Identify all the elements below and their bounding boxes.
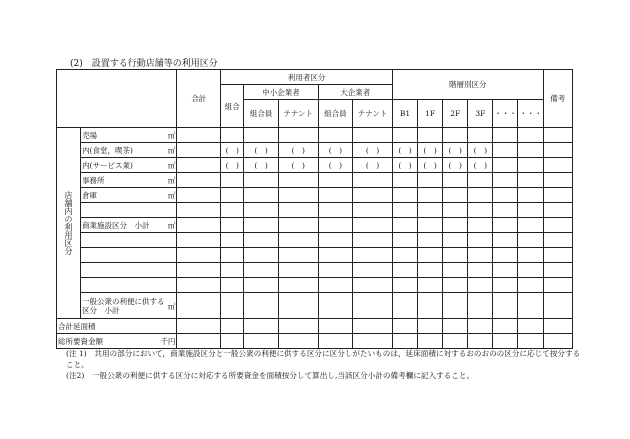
table-cell[interactable] xyxy=(493,188,518,203)
header-total: 合計 xyxy=(177,70,221,128)
table-cell[interactable] xyxy=(468,188,493,203)
table-cell[interactable] xyxy=(278,334,318,349)
table-cell[interactable] xyxy=(81,233,177,248)
table-cell[interactable] xyxy=(318,218,353,233)
table-cell[interactable] xyxy=(418,173,443,188)
table-cell[interactable] xyxy=(177,293,221,319)
table-cell[interactable] xyxy=(221,293,244,319)
table-cell[interactable] xyxy=(543,128,572,143)
table-cell[interactable] xyxy=(244,263,279,278)
table-cell[interactable] xyxy=(392,233,417,248)
table-cell[interactable]: ( ) xyxy=(221,143,244,158)
table-cell[interactable] xyxy=(518,278,543,293)
table-cell[interactable] xyxy=(221,319,244,334)
table-cell[interactable]: ( ) xyxy=(418,143,443,158)
table-cell[interactable] xyxy=(468,173,493,188)
table-cell[interactable] xyxy=(392,128,417,143)
row-label-office: 事務所 ㎡ xyxy=(81,173,177,188)
table-cell[interactable] xyxy=(543,158,572,173)
table-cell[interactable]: ( ) xyxy=(353,158,393,173)
table-cell[interactable] xyxy=(244,233,279,248)
table-cell[interactable] xyxy=(518,334,543,349)
table-cell[interactable] xyxy=(543,319,572,334)
table-cell[interactable] xyxy=(518,233,543,248)
input-cell[interactable] xyxy=(177,143,221,158)
table-cell[interactable] xyxy=(221,203,244,218)
table-cell[interactable] xyxy=(443,293,468,319)
table-cell[interactable] xyxy=(353,173,393,188)
table-cell[interactable] xyxy=(81,263,177,278)
table-cell[interactable] xyxy=(318,203,353,218)
floor-b1: B1 xyxy=(392,100,417,128)
table-cell[interactable] xyxy=(443,334,468,349)
notes xyxy=(66,348,586,381)
table-cell[interactable] xyxy=(244,334,279,349)
table-cell[interactable] xyxy=(493,319,518,334)
table-cell[interactable] xyxy=(418,203,443,218)
row-label-sales: 売場 ㎡ xyxy=(81,128,177,143)
table-cell[interactable] xyxy=(392,173,417,188)
table-cell[interactable] xyxy=(392,293,417,319)
table-cell[interactable] xyxy=(493,293,518,319)
table-cell[interactable] xyxy=(353,334,393,349)
row-label-total-funds: 総所要資金額 千円 xyxy=(57,334,177,349)
table-cell[interactable]: ( ) xyxy=(278,143,318,158)
table-cell[interactable] xyxy=(392,248,417,263)
table-cell[interactable] xyxy=(543,263,572,278)
table-cell[interactable] xyxy=(318,319,353,334)
table-cell[interactable] xyxy=(443,263,468,278)
floor-more-1: ・・・ xyxy=(493,100,518,128)
table-cell[interactable] xyxy=(443,203,468,218)
table-cell[interactable] xyxy=(468,263,493,278)
header-sme-member: 組合員 xyxy=(244,100,279,128)
table-cell[interactable] xyxy=(221,263,244,278)
table-cell[interactable] xyxy=(244,319,279,334)
table-cell[interactable] xyxy=(418,248,443,263)
table-cell[interactable] xyxy=(278,233,318,248)
table-cell[interactable] xyxy=(493,278,518,293)
table-cell[interactable] xyxy=(177,334,221,349)
table-cell[interactable] xyxy=(318,278,353,293)
table-cell[interactable] xyxy=(468,278,493,293)
table-cell[interactable] xyxy=(418,233,443,248)
table-cell[interactable] xyxy=(418,334,443,349)
table-cell[interactable] xyxy=(278,203,318,218)
table-cell[interactable] xyxy=(518,293,543,319)
table-cell[interactable] xyxy=(468,319,493,334)
table-cell[interactable] xyxy=(177,278,221,293)
table-cell[interactable] xyxy=(392,188,417,203)
table-cell[interactable] xyxy=(468,233,493,248)
table-cell[interactable] xyxy=(353,233,393,248)
row-label-blank xyxy=(81,203,177,218)
table-cell[interactable] xyxy=(278,188,318,203)
table-cell[interactable] xyxy=(443,173,468,188)
table-cell[interactable] xyxy=(418,263,443,278)
row-label-commercial-subtotal: 商業施設区分 小計 ㎡ xyxy=(81,218,177,233)
table-cell[interactable] xyxy=(443,233,468,248)
header-sme: 中小企業者 xyxy=(244,85,318,100)
header-remarks: 備考 xyxy=(543,70,572,128)
table-cell[interactable] xyxy=(221,248,244,263)
table-cell[interactable]: ( ) xyxy=(244,143,279,158)
table-cell[interactable] xyxy=(392,278,417,293)
row-label-total-floor-area: 合計延面積 xyxy=(57,319,177,334)
table-cell[interactable] xyxy=(177,248,221,263)
table-cell[interactable] xyxy=(418,128,443,143)
table-cell[interactable] xyxy=(318,173,353,188)
header-floor-category: 階層別区分 xyxy=(392,70,543,100)
floor-2f: 2F xyxy=(443,100,468,128)
table-cell[interactable] xyxy=(353,293,393,319)
table-cell[interactable] xyxy=(543,278,572,293)
header-sme-tenant: テナント xyxy=(278,100,318,128)
table-cell[interactable]: ( ) xyxy=(278,158,318,173)
row-label-public-subtotal: ㎡ 一般公衆の利便に供する区分 小計 xyxy=(81,293,177,319)
table-cell[interactable] xyxy=(468,248,493,263)
table-cell[interactable] xyxy=(221,278,244,293)
table-cell[interactable] xyxy=(543,233,572,248)
table-cell[interactable] xyxy=(278,173,318,188)
table-cell[interactable] xyxy=(443,278,468,293)
table-cell[interactable] xyxy=(244,188,279,203)
floor-3f: 3F xyxy=(468,100,493,128)
table-cell[interactable] xyxy=(221,188,244,203)
row-label-warehouse: 倉庫 ㎡ xyxy=(81,188,177,203)
table-cell[interactable] xyxy=(468,293,493,319)
note-2: (注2) 一般公衆の利便に供する区分に対応する所要資金を面積按分して算出し,当該区分小計の備考欄に記入すること。 xyxy=(66,371,475,380)
side-label: 店舗内の利用区分 xyxy=(57,128,81,319)
table-cell[interactable] xyxy=(518,188,543,203)
table-cell[interactable] xyxy=(244,173,279,188)
table-cell[interactable] xyxy=(177,319,221,334)
table-cell[interactable] xyxy=(518,173,543,188)
table-cell[interactable]: ( ) xyxy=(468,143,493,158)
table-cell[interactable] xyxy=(443,319,468,334)
table-cell[interactable] xyxy=(278,128,318,143)
table-cell[interactable] xyxy=(392,319,417,334)
table-cell[interactable] xyxy=(353,218,393,233)
table-cell[interactable] xyxy=(221,128,244,143)
table-cell[interactable] xyxy=(543,203,572,218)
table-cell[interactable] xyxy=(493,233,518,248)
table-cell[interactable] xyxy=(353,248,393,263)
table-cell[interactable] xyxy=(418,218,443,233)
table-cell[interactable] xyxy=(244,218,279,233)
table-cell[interactable] xyxy=(244,128,279,143)
table-cell[interactable] xyxy=(278,218,318,233)
table-cell[interactable] xyxy=(518,263,543,278)
table-cell[interactable] xyxy=(221,218,244,233)
table-cell[interactable]: ( ) xyxy=(244,158,279,173)
table-cell[interactable]: ( ) xyxy=(221,158,244,173)
floor-1f: 1F xyxy=(418,100,443,128)
table-cell[interactable]: ( ) xyxy=(392,158,417,173)
table-cell[interactable] xyxy=(543,143,572,158)
input-cell[interactable] xyxy=(177,158,221,173)
table-cell[interactable] xyxy=(278,278,318,293)
table-cell[interactable] xyxy=(353,188,393,203)
table-cell[interactable] xyxy=(443,248,468,263)
table-cell[interactable] xyxy=(353,278,393,293)
header-user-category: 利用者区分 xyxy=(221,70,393,85)
table-cell[interactable] xyxy=(468,334,493,349)
table-cell[interactable] xyxy=(493,263,518,278)
table-cell[interactable] xyxy=(221,173,244,188)
table-cell[interactable]: ( ) xyxy=(443,143,468,158)
table-cell[interactable] xyxy=(493,334,518,349)
table-cell[interactable] xyxy=(244,293,279,319)
table-cell[interactable]: ( ) xyxy=(318,143,353,158)
table-cell[interactable] xyxy=(493,173,518,188)
corner-cell xyxy=(57,70,177,128)
table-cell[interactable] xyxy=(221,233,244,248)
table-cell[interactable] xyxy=(318,293,353,319)
table-cell[interactable] xyxy=(543,188,572,203)
table-cell[interactable] xyxy=(443,218,468,233)
table-cell[interactable] xyxy=(318,263,353,278)
row-label-service: 内(サービス業) ㎡ xyxy=(81,158,177,173)
table-cell[interactable] xyxy=(81,248,177,263)
table-cell[interactable] xyxy=(318,248,353,263)
table-cell[interactable] xyxy=(244,278,279,293)
table-cell[interactable] xyxy=(353,203,393,218)
table-cell[interactable] xyxy=(493,128,518,143)
table-cell[interactable] xyxy=(278,293,318,319)
table-cell[interactable] xyxy=(518,248,543,263)
table-cell[interactable] xyxy=(518,218,543,233)
table-cell[interactable] xyxy=(318,334,353,349)
table-cell[interactable] xyxy=(418,188,443,203)
table-cell[interactable]: ( ) xyxy=(418,158,443,173)
table-cell[interactable] xyxy=(177,218,221,233)
table-cell[interactable] xyxy=(392,263,417,278)
table-cell[interactable] xyxy=(518,128,543,143)
table-cell[interactable] xyxy=(493,248,518,263)
header-large-member: 組合員 xyxy=(318,100,353,128)
table-cell[interactable] xyxy=(318,128,353,143)
table-cell[interactable] xyxy=(518,158,543,173)
section-heading: (2) 設置する行動店舗等の利用区分 xyxy=(70,59,218,69)
table-cell[interactable] xyxy=(353,263,393,278)
table-cell[interactable] xyxy=(392,218,417,233)
table-cell[interactable] xyxy=(468,128,493,143)
table-cell[interactable] xyxy=(318,188,353,203)
table-cell[interactable] xyxy=(177,233,221,248)
table-cell[interactable]: ( ) xyxy=(443,158,468,173)
table-cell[interactable] xyxy=(244,248,279,263)
table-cell[interactable] xyxy=(418,319,443,334)
table-cell[interactable] xyxy=(493,143,518,158)
table-cell[interactable] xyxy=(543,173,572,188)
note-1: (注 1) 共用の部分において，商業施設区分と一般公衆の利便に供する区分に区分しがたいものは，延床面積に対するおのおのの区分に応じて按分すること。 xyxy=(66,349,581,369)
header-large-tenant: テナント xyxy=(353,100,393,128)
table-cell[interactable] xyxy=(318,233,353,248)
table-cell[interactable] xyxy=(543,248,572,263)
table-cell[interactable] xyxy=(81,278,177,293)
table-cell[interactable]: ( ) xyxy=(392,143,417,158)
table-cell[interactable] xyxy=(278,263,318,278)
usage-table xyxy=(56,69,573,349)
table-cell[interactable] xyxy=(543,218,572,233)
table-cell[interactable] xyxy=(493,218,518,233)
table-cell[interactable] xyxy=(518,203,543,218)
table-cell[interactable] xyxy=(418,278,443,293)
table-cell[interactable] xyxy=(353,319,393,334)
table-cell[interactable] xyxy=(177,128,221,143)
table-cell[interactable] xyxy=(177,203,221,218)
table-cell[interactable] xyxy=(518,143,543,158)
table-cell[interactable] xyxy=(443,188,468,203)
row-label-dining: 内(食堂，喫茶) ㎡ xyxy=(81,143,177,158)
table-cell[interactable] xyxy=(244,203,279,218)
floor-more-2: ・・・ xyxy=(518,100,543,128)
table-cell[interactable] xyxy=(493,158,518,173)
table-cell[interactable] xyxy=(278,319,318,334)
table-cell[interactable]: ( ) xyxy=(318,158,353,173)
table-cell[interactable]: ( ) xyxy=(353,143,393,158)
table-cell[interactable] xyxy=(392,334,417,349)
header-large: 大企業者 xyxy=(318,85,392,100)
table-cell[interactable] xyxy=(493,203,518,218)
table-cell[interactable] xyxy=(468,218,493,233)
table-cell[interactable] xyxy=(543,293,572,319)
table-cell[interactable] xyxy=(177,263,221,278)
table-cell[interactable] xyxy=(543,334,572,349)
header-kumiai: 組合 xyxy=(221,85,244,128)
table-cell[interactable] xyxy=(418,293,443,319)
table-cell[interactable] xyxy=(177,188,221,203)
table-cell[interactable] xyxy=(468,203,493,218)
table-cell[interactable] xyxy=(518,319,543,334)
table-cell[interactable] xyxy=(221,334,244,349)
table-cell[interactable] xyxy=(177,173,221,188)
table-cell[interactable]: ( ) xyxy=(468,158,493,173)
table-cell[interactable] xyxy=(443,128,468,143)
table-cell[interactable] xyxy=(353,128,393,143)
table-cell[interactable] xyxy=(392,203,417,218)
table-cell[interactable] xyxy=(278,248,318,263)
